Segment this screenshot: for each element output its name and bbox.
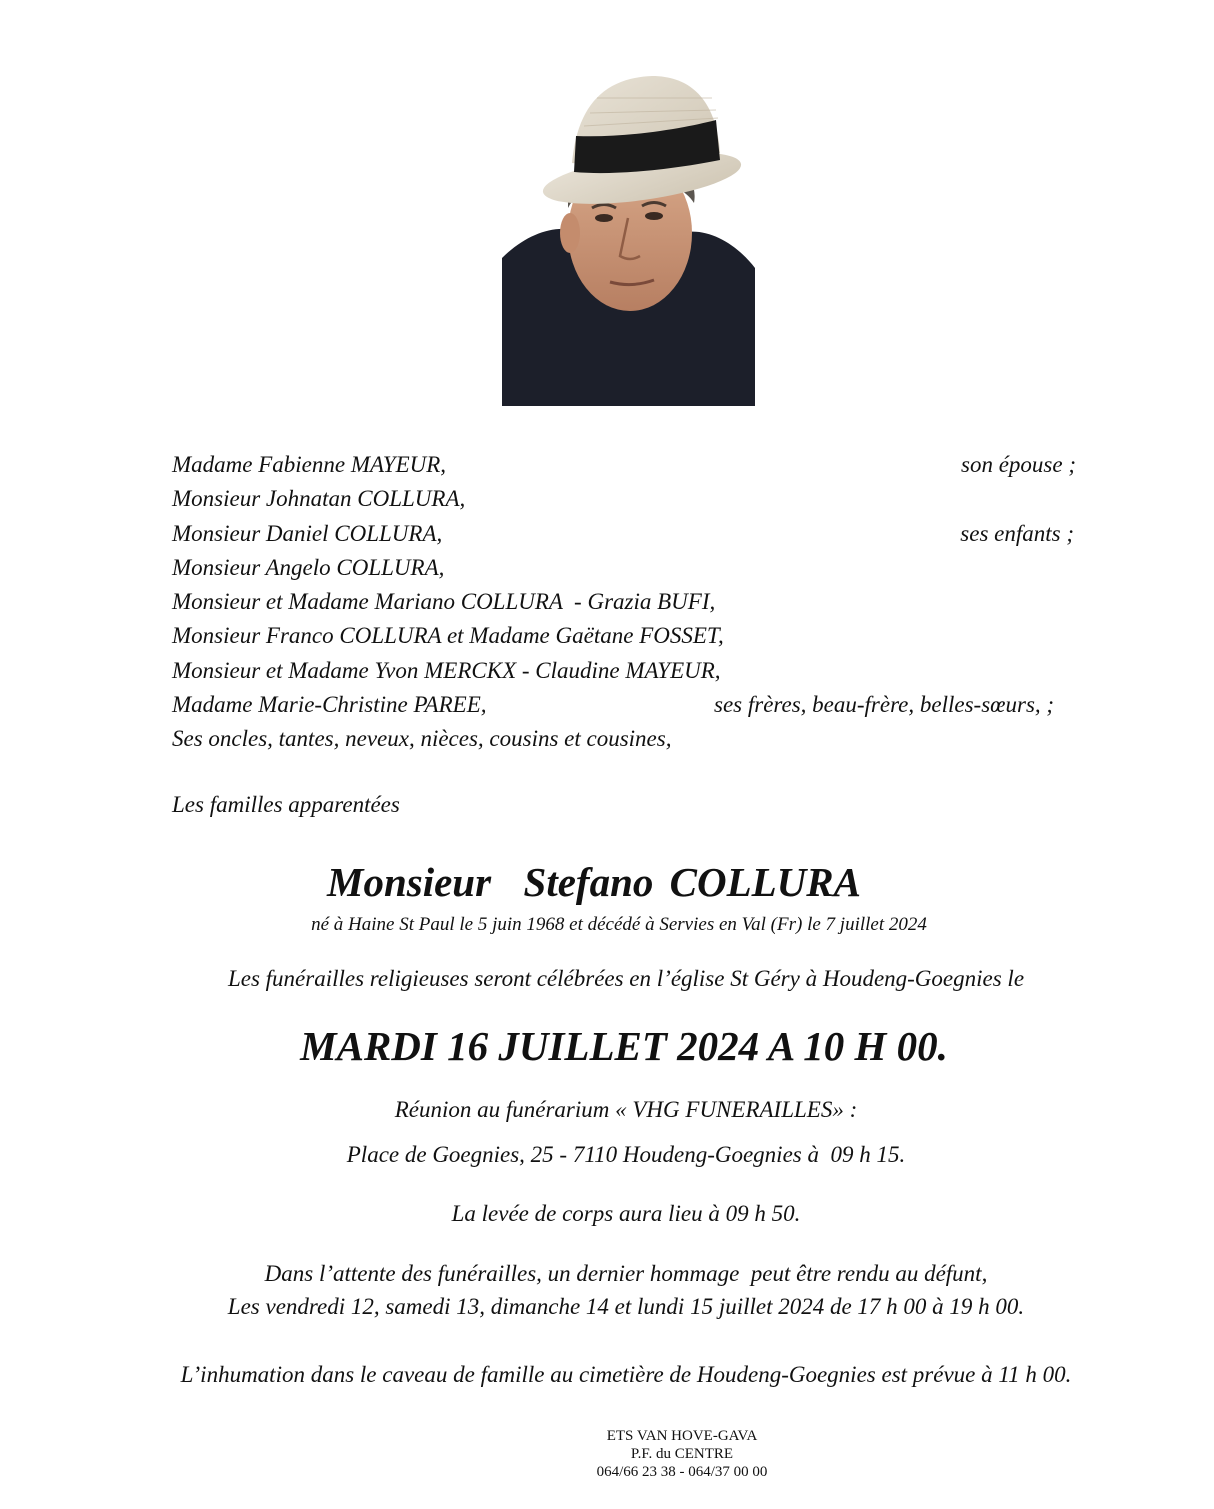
reunion-line: Réunion au funérarium « VHG FUNERAILLES» : [394,1097,858,1122]
place-line: Place de Goegnies, 25 - 7110 Houdeng-Goegnies à 09 h 15. [346,1142,906,1167]
funeral-home-footer [75,1427,1214,1481]
family-name: Monsieur et Madame Mariano COLLURA - Grazia BUFI, [172,589,716,615]
funeral-date: MARDI 16 JUILLET 2024 A 10 H 00. [300,1023,948,1069]
birth-death-line: né à Haine St Paul le 5 juin 1968 et décédé à Servies en Val (Fr) le 7 juillet 2024 [311,914,927,935]
portrait-photo [502,68,755,406]
family-row [172,654,1084,688]
levee-line: La levée de corps aura lieu à 09 h 50. [451,1201,801,1226]
family-row [172,688,1084,722]
family-name: Ses oncles, tantes, neveux, nièces, cousins et cousines, [172,726,672,752]
visitation-line-1: Dans l’attente des funérailles, un dernier hommage peut être rendu au défunt, [264,1261,988,1286]
family-row [172,482,1084,516]
related-families: Les familles apparentées [172,792,400,817]
family-row [172,619,1084,653]
company-subtitle: P.F. du CENTRE [630,1446,734,1462]
family-list [172,448,1084,757]
company-name: ETS VAN HOVE-GAVA [606,1428,758,1444]
family-relation: ses frères, beau-frère, belles-sœurs, ; [714,692,1055,718]
family-name: Monsieur Angelo COLLURA, [172,554,445,580]
family-row [172,722,1084,756]
family-name: Monsieur Daniel COLLURA, [172,520,443,546]
family-relation: son épouse ; [961,452,1076,477]
family-row [172,448,1084,482]
family-row [172,585,1084,619]
family-name: Madame Marie-Christine PAREE, [172,692,487,718]
family-name: Madame Fabienne MAYEUR, [172,452,447,477]
deceased-name: Monsieur Stefano COLLURA [326,859,861,905]
family-name: Monsieur Johnatan COLLURA, [172,486,466,512]
family-name: Monsieur et Madame Yvon MERCKX - Claudine MAYEUR, [172,657,721,683]
family-row [172,517,1084,551]
family-name: Monsieur Franco COLLURA et Madame Gaëtane FOSSET, [172,623,724,649]
company-phones: 064/66 23 38 - 064/37 00 00 [596,1464,768,1480]
visitation-line-2: Les vendredi 12, samedi 13, dimanche 14 et lundi 15 juillet 2024 de 17 h 00 à 19 h 00. [227,1294,1025,1319]
family-relation: ses enfants ; [960,520,1074,546]
family-row [172,551,1084,585]
burial-line: L’inhumation dans le caveau de famille au cimetière de Houdeng-Goegnies est prévue à 11 h 00. [180,1362,1072,1387]
church-line: Les funérailles religieuses seront célébrées en l’église St Géry à Houdeng-Goegnies le [227,966,1025,991]
